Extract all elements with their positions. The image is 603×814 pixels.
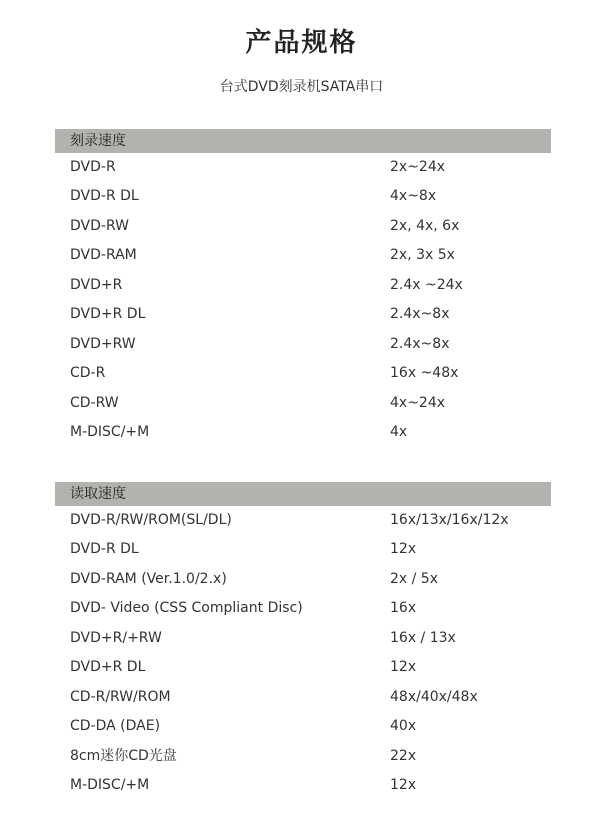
spec-row (55, 506, 551, 535)
spec-value: 2.4x~8x (390, 335, 450, 352)
write-speed-section (55, 129, 551, 447)
spec-row (55, 300, 551, 329)
spec-value: 12x (390, 776, 417, 793)
spec-row (55, 565, 551, 594)
spec-row (55, 182, 551, 211)
spec-value: 16x / 13x (390, 629, 456, 646)
spec-row (55, 418, 551, 447)
spec-label: CD-R (70, 365, 106, 382)
read-speed-header: 读取速度 (55, 482, 551, 506)
spec-label: CD-RW (70, 394, 119, 411)
spec-row (55, 624, 551, 653)
spec-label: DVD- Video (CSS Compliant Disc) (70, 600, 303, 617)
spec-row (55, 241, 551, 270)
spec-row (55, 653, 551, 682)
spec-row (55, 271, 551, 300)
spec-label: M-DISC/+M (70, 776, 150, 793)
spec-row (55, 389, 551, 418)
spec-row (55, 359, 551, 388)
spec-value: 22x (390, 747, 417, 764)
spec-label: DVD-RW (70, 217, 129, 234)
read-speed-section (55, 482, 551, 800)
page-title: 产品规格 (245, 28, 358, 58)
spec-value: 2x~24x (390, 159, 446, 175)
spec-label: DVD-RAM (Ver.1.0/2.x) (70, 570, 227, 587)
spec-label: DVD-RAM (70, 247, 137, 264)
spec-label: DVD+RW (70, 335, 136, 352)
spec-label: 8cm迷你CD光盘 (70, 747, 177, 764)
spec-value: 4x (390, 423, 408, 440)
spec-value: 16x (390, 600, 417, 617)
spec-row (55, 212, 551, 241)
spec-row (55, 535, 551, 564)
spec-value: 12x (390, 541, 417, 558)
spec-value: 4x~24x (390, 394, 446, 411)
spec-value: 48x/40x/48x (390, 688, 478, 705)
write-speed-header: 刻录速度 (55, 129, 551, 153)
spec-label: DVD+R/+RW (70, 629, 162, 646)
spec-value: 2.4x ~24x (390, 276, 463, 293)
spec-label: M-DISC/+M (70, 423, 150, 440)
spec-value: 2x / 5x (390, 570, 439, 587)
read-speed-list (55, 506, 551, 800)
spec-label: DVD+R DL (70, 659, 146, 676)
spec-row (55, 742, 551, 771)
spec-label: CD-R/RW/ROM (70, 688, 171, 705)
spec-value: 12x (390, 659, 417, 676)
spec-label: DVD-R/RW/ROM(SL/DL) (70, 512, 232, 528)
spec-row (55, 594, 551, 623)
spec-row (55, 712, 551, 741)
write-speed-list (55, 153, 551, 447)
spec-label: CD-DA (DAE) (70, 718, 161, 735)
spec-row (55, 153, 551, 182)
spec-row (55, 771, 551, 800)
spec-row (55, 683, 551, 712)
spec-value: 16x ~48x (390, 365, 459, 382)
spec-value: 40x (390, 718, 417, 735)
spec-value: 2x, 3x 5x (390, 247, 455, 264)
spec-label: DVD-R DL (70, 188, 139, 205)
spec-value: 2.4x~8x (390, 306, 450, 323)
spec-value: 2x, 4x, 6x (390, 217, 460, 234)
spec-label: DVD-R DL (70, 541, 139, 558)
spec-value: 16x/13x/16x/12x (390, 512, 509, 528)
spec-label: DVD+R (70, 276, 123, 293)
spec-label: DVD-R (70, 159, 116, 175)
spec-label: DVD+R DL (70, 306, 146, 323)
product-subtitle: 台式DVD刻录机SATA串口 (219, 79, 384, 95)
spec-row (55, 330, 551, 359)
spec-value: 4x~8x (390, 188, 437, 205)
